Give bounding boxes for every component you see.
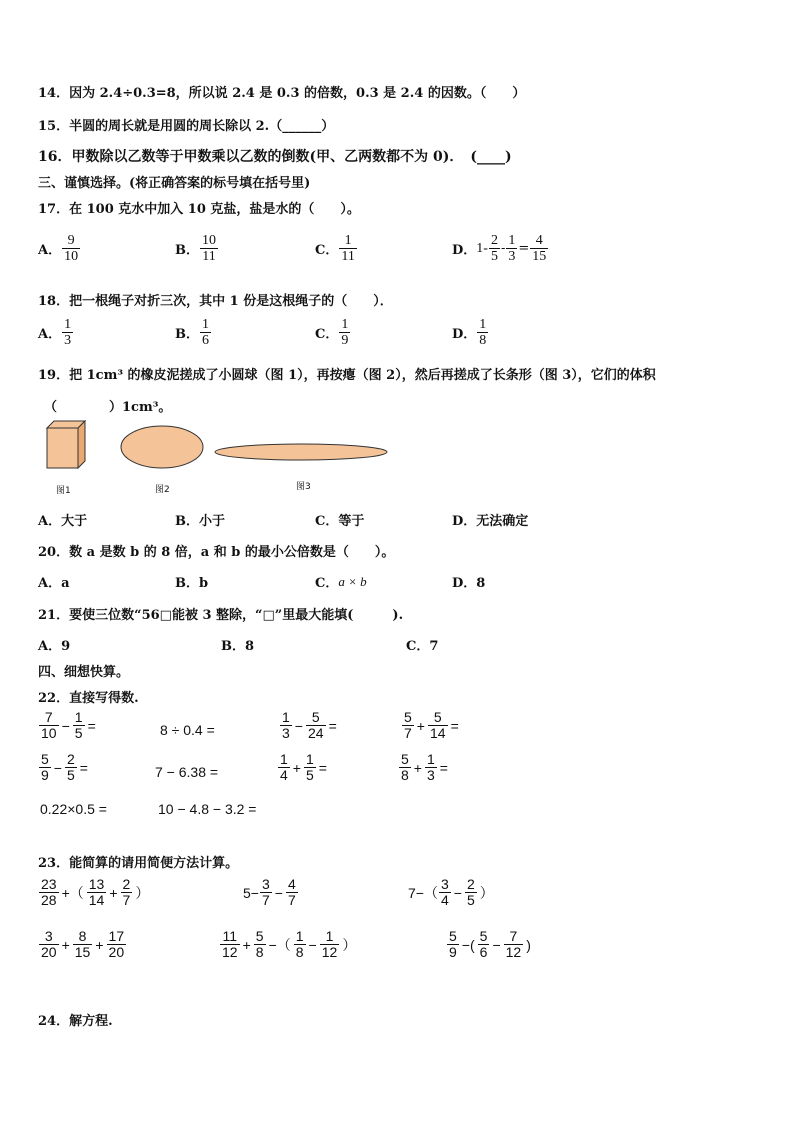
section-4-heading: 四、细想快算。 — [38, 665, 130, 680]
fraction: $\frac{2}{5}$ — [490, 233, 498, 265]
q20-option-c: C． a × b — [315, 573, 367, 591]
question-15: 15．半圆的周长就是用圆的周长除以 2.（______） — [38, 119, 335, 134]
q19-figures — [40, 420, 410, 480]
q22-r1c4: $\frac{5}{7}$ + $\frac{5}{14}$ = — [404, 709, 459, 742]
figure-1-label: 图1 — [56, 486, 71, 496]
q23-e3: 7−（ $\frac{3}{4}$ − $\frac{2}{5}$ ） — [408, 876, 494, 909]
section-3-heading: 三、谨慎选择。(将正确答案的标号填在括号里) — [38, 176, 311, 191]
question-18: 18．把一根绳子对折三次，其中 1 份是这根绳子的（ ）． — [38, 294, 393, 309]
q20-option-d: D．8 — [452, 576, 486, 591]
long-strip-ellipse — [215, 444, 387, 460]
fraction: $\frac{1}{11}$ — [341, 233, 355, 265]
question-21: 21．要使三位数“56□能被 3 整除，“□”里最大能填( ). — [38, 608, 404, 623]
question-19-line-2: （ ）1cm³。 — [44, 400, 172, 415]
q23-e5: $\frac{11}{12}$ + $\frac{5}{8}$ −（ $\frac{1}{8}$ − $\frac{1}{12}$ ） — [222, 928, 357, 961]
question-20: 20．数 a 是数 b 的 8 倍，a 和 b 的最小公倍数是（ ）。 — [38, 545, 395, 560]
q20-option-a: A．a — [38, 576, 70, 591]
q23-e1: $\frac{23}{28}$ +（ $\frac{13}{14}$ + $\frac{2}{7}$ ） — [41, 876, 150, 909]
question-17: 17．在 100 克水中加入 10 克盐，盐是水的（ ）。 — [38, 202, 360, 217]
q21-option-b: B．8 — [221, 639, 255, 654]
q22-r3c2: 10 − 4.8 − 3.2 = — [158, 801, 257, 817]
cube-figure — [47, 421, 85, 468]
q22-r1c1: $\frac{7}{10}$ − $\frac{1}{5}$ = — [41, 709, 96, 742]
q22-r3c1: 0.22×0.5 = — [40, 801, 107, 817]
q17-option-b: B． $\frac{10}{11}$ — [175, 233, 216, 265]
q22-r1c2: 8 ÷ 0.4 = — [160, 722, 215, 738]
q23-e6: $\frac{5}{9}$ −( $\frac{5}{6}$ − $\frac{7}{12}$ ) — [449, 928, 531, 961]
fraction: $\frac{1}{3}$ — [64, 317, 72, 349]
flattened-ellipse — [121, 426, 203, 468]
q23-e4: $\frac{3}{20}$ + $\frac{8}{15}$ + $\frac{17}{20}$ — [41, 928, 125, 961]
fraction: $\frac{4}{15}$ — [532, 233, 547, 265]
fraction: $\frac{1}{8}$ — [479, 317, 487, 349]
q19-option-b: B．小于 — [175, 514, 225, 529]
figure-3-label: 图3 — [296, 482, 311, 492]
fraction: $\frac{9}{10}$ — [64, 233, 79, 265]
q22-r2c1: $\frac{5}{9}$ − $\frac{2}{5}$ = — [41, 751, 88, 784]
question-16: 16．甲数除以乙数等于甲数乘以乙数的倒数(甲、乙两数都不为 0)． (____) — [38, 149, 512, 165]
question-24: 24．解方程. — [38, 1014, 113, 1029]
question-23: 23．能简算的请用简便方法计算。 — [38, 856, 239, 871]
q18-option-a: A． $\frac{1}{3}$ — [38, 317, 72, 349]
q22-r2c2: 7 − 6.38 = — [155, 764, 219, 780]
fraction: $\frac{1}{6}$ — [202, 317, 209, 349]
q17-option-a: A． $\frac{9}{10}$ — [38, 233, 79, 265]
q22-r2c3: $\frac{1}{4}$ + $\frac{1}{5}$ = — [280, 751, 327, 784]
figure-2-label: 图2 — [155, 485, 170, 495]
question-22: 22．直接写得数. — [38, 691, 139, 706]
q17-option-c: C． $\frac{1}{11}$ — [315, 233, 355, 265]
q21-option-c: C．7 — [406, 639, 439, 654]
q19-option-c: C．等于 — [315, 514, 365, 529]
q18-option-c: C． $\frac{1}{9}$ — [315, 317, 349, 349]
question-14: 14．因为 2.4÷0.3=8，所以说 2.4 是 0.3 的倍数，0.3 是 2.4 的因数。（ ） — [38, 86, 526, 101]
q22-r2c4: $\frac{5}{8}$ + $\frac{1}{3}$ = — [401, 751, 448, 784]
q20-option-b: B．b — [175, 576, 209, 591]
q21-option-a: A．9 — [38, 639, 71, 654]
fraction: $\frac{10}{11}$ — [202, 233, 216, 265]
q22-r1c3: $\frac{1}{3}$ − $\frac{5}{24}$ = — [282, 709, 337, 742]
q19-option-a: A．大于 — [38, 514, 88, 529]
q17-option-d: D． 1- $\frac{2}{5}$ - $\frac{1}{3}$ = $\frac{4}{15}$ — [452, 233, 547, 265]
question-19-line-1: 19．把 1cm³ 的橡皮泥搓成了小圆球（图 1），再按瘪（图 2），然后再搓成了长条形（图 3），它们的体积 — [38, 368, 656, 383]
q19-option-d: D．无法确定 — [452, 514, 529, 529]
fraction: $\frac{1}{9}$ — [341, 317, 349, 349]
fraction: $\frac{1}{3}$ — [508, 233, 516, 265]
q23-e2: 5− $\frac{3}{7}$ − $\frac{4}{7}$ — [243, 876, 296, 909]
q18-option-b: B． $\frac{1}{6}$ — [175, 317, 209, 349]
q18-option-d: D． $\frac{1}{8}$ — [452, 317, 487, 349]
